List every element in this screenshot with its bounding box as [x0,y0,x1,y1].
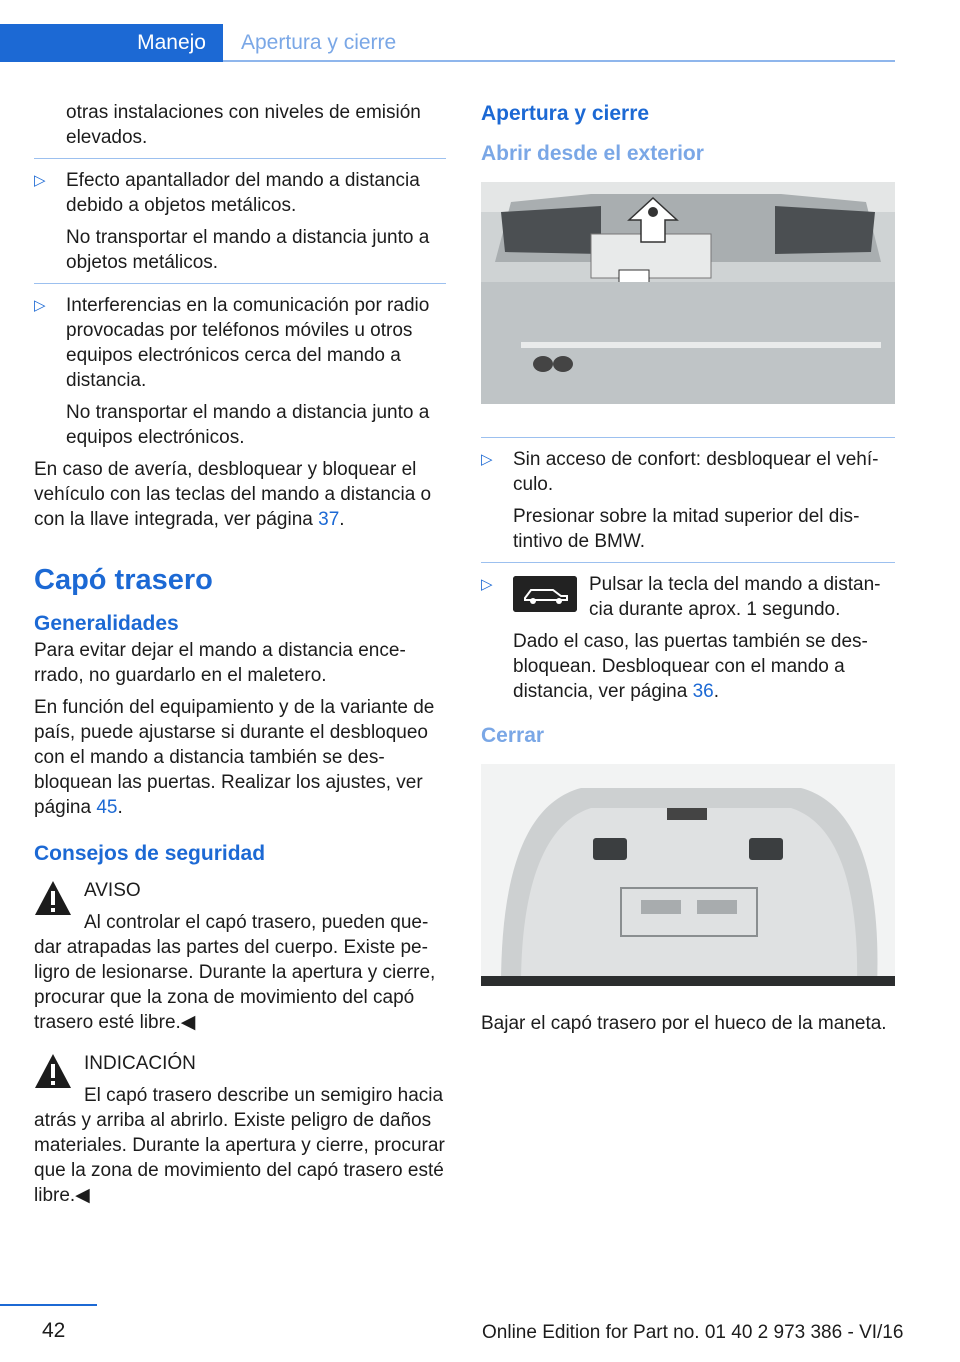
divider [34,158,446,159]
list-item [481,447,895,554]
triangle-right-icon: ▷ [481,576,493,593]
general-paragraph-1: Para evitar dejar el mando a distancia encerrado, no guardarlo en el maletero. [34,640,406,686]
triangle-right-icon: ▷ [481,451,493,468]
intro-text: otras instalaciones con niveles de emisión elevados. [66,102,421,148]
notice-title: INDICACIÓN [84,1053,196,1074]
list-item-text: Dado el caso, las puertas también se desbloquean. Desbloquear con el mando a distancia, ver página 36. [513,631,868,702]
trunk-lid-illustration [481,764,895,986]
warning-block [34,878,446,1035]
warning-title: AVISO [84,880,141,901]
car-rear-illustration [481,182,895,404]
list-item-text: Sin acceso de confort: desbloquear el vehículo. [513,449,879,495]
tab-manejo[interactable]: Manejo [0,24,223,62]
left-column [34,100,446,1215]
list-item-text: No transportar el mando a distancia junto a objetos metálicos. [66,227,430,273]
page-link-45[interactable]: 45 [96,797,118,818]
tab-apertura-y-cierre[interactable]: Apertura y cierre [223,24,895,62]
page-link-36[interactable]: 36 [692,681,714,702]
section-title: Capó trasero [34,564,213,596]
general-heading: Generalidades [34,612,179,635]
list-item [34,293,446,450]
list-item [34,168,446,275]
divider [34,283,446,284]
list-item-text: Efecto apantallador del mando a distancia debido a objetos metálicos. [66,170,420,216]
page-number: 42 [42,1319,66,1342]
edition-footer: Online Edition for Part no. 01 40 2 973 386 - VI/16 [482,1322,904,1343]
car-trunk-key-icon [513,576,577,612]
notice-block [34,1051,446,1208]
list-item [481,572,895,704]
fault-paragraph: En caso de avería, desbloquear y bloquear el vehículo con las teclas del mando a distancia o con la llave integrada, ver página 37. [34,459,432,530]
list-item-text: No transportar el mando a distancia junto a equipos electrónicos. [66,402,430,448]
general-paragraph-2: En función del equipamiento y de la variante de país, puede ajustarse si durante el desbloqueo con el mando a distancia también se desbloquean las puertas. Realizar los ajustes, ver página 45. [34,697,435,818]
notice-text: El capó trasero describe un semigiro hacia atrás y arriba al abrirlo. Existe peligro de daños materiales. Durante la apertura y cierre, procurar que la zona de movimiento del capó trasero esté libre.◀ [34,1085,445,1206]
triangle-right-icon: ▷ [34,172,46,189]
list-item-text: Presionar sobre la mitad superior del distintivo de BMW. [513,506,860,552]
divider [481,437,895,438]
divider [481,562,895,563]
open-subheading: Abrir desde el exterior [481,142,704,165]
right-column [481,100,895,1043]
page-link-37[interactable]: 37 [318,509,340,530]
footer-divider [0,1304,97,1306]
warning-text: Al controlar el capó trasero, pueden quedar atrapadas las partes del cuerpo. Existe peligro de lesionarse. Durante la apertura y cierre, procurar que la zona de movimiento del capó trasero esté libre.◀ [34,912,436,1033]
close-text: Bajar el capó trasero por el hueco de la maneta. [481,1013,887,1034]
warning-triangle-icon [34,880,72,916]
list-item-text: Pulsar la tecla del mando a distancia durante aprox. 1 segundo. [589,574,881,620]
triangle-right-icon: ▷ [34,297,46,314]
close-heading: Cerrar [481,724,545,747]
safety-heading: Consejos de seguridad [34,842,266,865]
list-item-text: Interferencias en la comunicación por radio provocadas por teléfonos móviles u otros equipos electrónicos cerca del mando a distancia. [66,295,430,391]
right-heading: Apertura y cierre [481,102,650,125]
warning-triangle-icon [34,1053,72,1089]
